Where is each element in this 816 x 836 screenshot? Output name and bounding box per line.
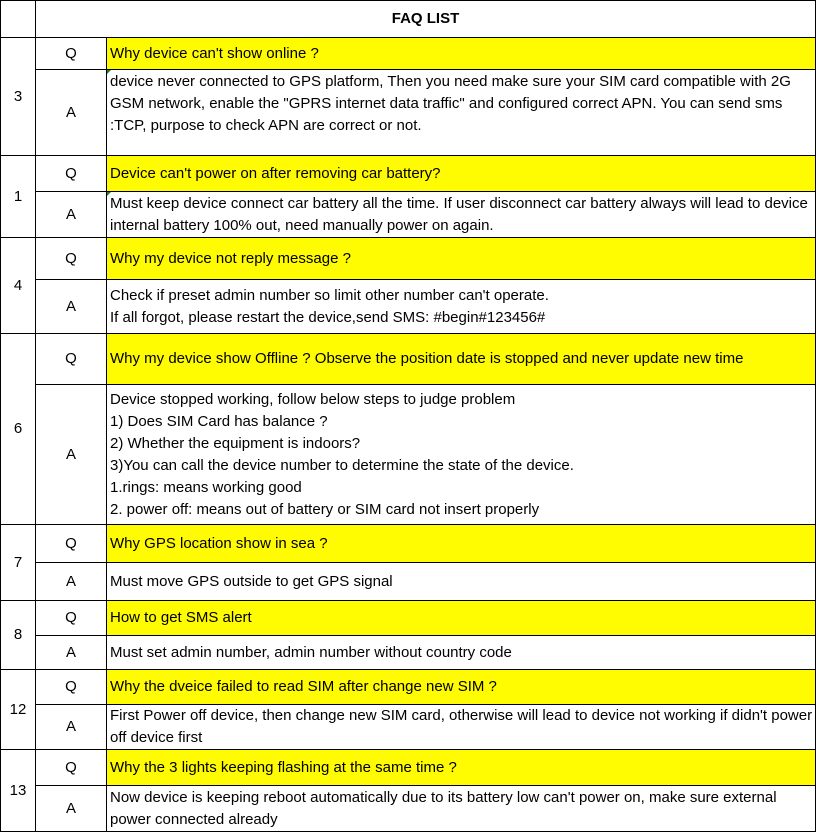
faq-number: 13 — [1, 750, 36, 832]
faq-question: Device can't power on after removing car battery? — [107, 156, 816, 192]
faq-question: Why the 3 lights keeping flashing at the same time ? — [107, 750, 816, 786]
q-label: Q — [36, 238, 107, 280]
faq-number: 1 — [1, 156, 36, 238]
q-label: Q — [36, 38, 107, 70]
faq-question: Why my device not reply message ? — [107, 238, 816, 280]
faq-number: 4 — [1, 238, 36, 334]
faq-number: 12 — [1, 670, 36, 750]
faq-question: How to get SMS alert — [107, 601, 816, 636]
a-label: A — [36, 636, 107, 670]
q-label: Q — [36, 334, 107, 385]
faq-title: FAQ LIST — [36, 1, 816, 38]
faq-number: 3 — [1, 38, 36, 156]
faq-answer: Must move GPS outside to get GPS signal — [107, 563, 816, 601]
faq-answer: Device stopped working, follow below steps to judge problem 1) Does SIM Card has balance ? 2) Whether the equipment is indoors? 3)You can call the device number to determine the state of the device. 1.rings: means working good 2. power off: means out of battery or SIM card not insert properly — [107, 385, 816, 525]
a-label: A — [36, 192, 107, 238]
faq-number: 6 — [1, 334, 36, 525]
a-label: A — [36, 786, 107, 832]
faq-answer: Check if preset admin number so limit other number can't operate. If all forgot, please restart the device,send SMS: #begin#123456# — [107, 280, 816, 334]
a-label: A — [36, 563, 107, 601]
q-label: Q — [36, 525, 107, 563]
faq-answer: First Power off device, then change new SIM card, otherwise will lead to device not working if didn't power off device first — [107, 705, 816, 750]
faq-answer: device never connected to GPS platform, Then you need make sure your SIM card compatible with 2G GSM network, enable the "GPRS internet data traffic" and configured correct APN. You can send sms :TCP, purpose to check APN are correct or not. — [107, 70, 816, 156]
q-label: Q — [36, 750, 107, 786]
q-label: Q — [36, 601, 107, 636]
faq-number: 8 — [1, 601, 36, 670]
faq-question: Why the dveice failed to read SIM after change new SIM ? — [107, 670, 816, 705]
q-label: Q — [36, 156, 107, 192]
a-label: A — [36, 705, 107, 750]
faq-answer: Must set admin number, admin number without country code — [107, 636, 816, 670]
faq-answer: Now device is keeping reboot automatically due to its battery low can't power on, make sure external power connected already — [107, 786, 816, 832]
faq-question: Why GPS location show in sea ? — [107, 525, 816, 563]
a-label: A — [36, 70, 107, 156]
faq-question: Why my device show Offline ? Observe the position date is stopped and never update new time — [107, 334, 816, 385]
faq-number: 7 — [1, 525, 36, 601]
corner-cell — [1, 1, 36, 38]
a-label: A — [36, 280, 107, 334]
faq-answer: Must keep device connect car battery all the time. If user disconnect car battery always will lead to device internal battery 100% out, need manually power on again. — [107, 192, 816, 238]
faq-question: Why device can't show online ? — [107, 38, 816, 70]
a-label: A — [36, 385, 107, 525]
q-label: Q — [36, 670, 107, 705]
